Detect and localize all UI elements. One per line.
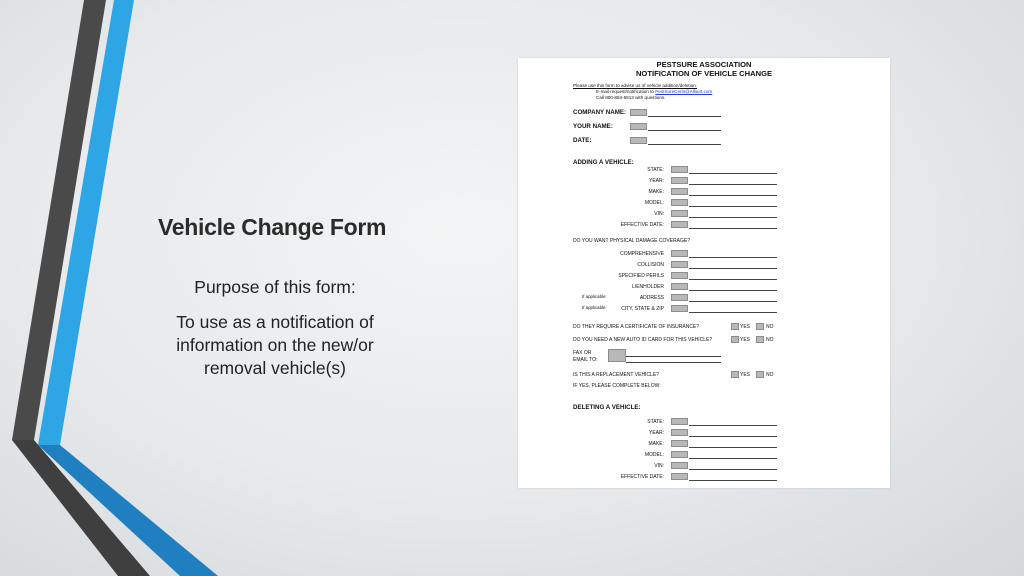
coverage-line [689, 312, 777, 313]
fax-line [626, 356, 721, 357]
deleting-vehicle-field [671, 462, 688, 469]
fax-label: FAX OR [573, 350, 592, 356]
replacement-yes-checkbox [731, 371, 739, 378]
certificate-question: DO THEY REQUIRE A CERTIFICATE OF INSURANCE? [573, 324, 700, 330]
deleting-vehicle-line [689, 458, 777, 459]
purpose-body: To use as a notification of information on the new/or removal vehicle(s) [176, 312, 374, 378]
adding-vehicle-line [689, 184, 777, 185]
form-document-image [518, 58, 890, 488]
certificate-no-label: NO [766, 324, 774, 330]
coverage-label: COMPREHENSIVE [620, 251, 664, 257]
form-instruction-2: E-mail request/notification to PestSureCerts@Alliant.com [596, 89, 713, 94]
deleting-vehicle-field [671, 473, 688, 480]
coverage-field [671, 250, 688, 257]
replacement-question: IS THIS A REPLACEMENT VEHICLE? [573, 372, 659, 378]
replacement-no-checkbox [756, 371, 764, 378]
adding-vehicle-label: ADDING A VEHICLE: [573, 159, 634, 166]
your-name-line [648, 130, 721, 131]
id-card-yes-label: YES [740, 337, 751, 343]
adding-vehicle-label: MAKE: [648, 189, 664, 195]
adding-vehicle-field [671, 210, 688, 217]
company-name-field [630, 109, 647, 116]
deleting-vehicle-label: MODEL: [644, 452, 664, 458]
coverage-label: ADDRESS [639, 295, 664, 301]
coverage-line [689, 268, 777, 269]
deleting-vehicle-label: DELETING A VEHICLE: [573, 404, 641, 411]
deleting-vehicle-label: YEAR: [648, 430, 664, 436]
deleting-vehicle-label: STATE: [647, 419, 664, 425]
certificate-yes-checkbox [731, 323, 739, 330]
coverage-field [671, 294, 688, 301]
coverage-line [689, 301, 777, 302]
if-yes-instruction: IF YES, PLEASE COMPLETE BELOW: [573, 383, 661, 389]
date-line [648, 144, 721, 145]
adding-vehicle-label: MODEL: [644, 200, 664, 206]
adding-vehicle-label: STATE: [647, 167, 664, 173]
deleting-vehicle-line [689, 436, 777, 437]
your-name-field [630, 123, 647, 130]
deleting-vehicle-line [689, 425, 777, 426]
coverage-field [671, 305, 688, 312]
adding-vehicle-field [671, 177, 688, 184]
coverage-field [671, 261, 688, 268]
deleting-vehicle-field [671, 440, 688, 447]
deleting-vehicle-field [671, 451, 688, 458]
coverage-label: SPECIFIED PERILS [618, 273, 664, 279]
id-card-no-label: NO [766, 337, 774, 343]
adding-vehicle-label: VIN: [654, 211, 664, 217]
deleting-vehicle-line [689, 447, 777, 448]
if-applicable-label-2: If applicable: [582, 305, 607, 310]
deleting-vehicle-line [689, 480, 777, 481]
purpose-heading: Purpose of this form: [194, 277, 356, 297]
adding-vehicle-line [689, 217, 777, 218]
if-applicable-label-1: If applicable: [582, 294, 607, 299]
form-title: NOTIFICATION OF VEHICLE CHANGE [635, 69, 773, 78]
form-instruction-3: Call 800-884-5813 with questions. [596, 95, 666, 100]
adding-vehicle-label: YEAR: [648, 178, 664, 184]
id-card-no-checkbox [756, 336, 764, 343]
adding-vehicle-line [689, 228, 777, 229]
slide-title: Vehicle Change Form [158, 214, 387, 240]
certificate-no-checkbox [756, 323, 764, 330]
fax-email-field [608, 349, 626, 362]
adding-vehicle-field [671, 166, 688, 173]
email-line [626, 362, 721, 363]
id-card-question: DO YOU NEED A NEW AUTO ID CARD FOR THIS VEHICLE? [573, 337, 713, 343]
coverage-field [671, 272, 688, 279]
coverage-line [689, 290, 777, 291]
coverage-field [671, 283, 688, 290]
coverage-line [689, 279, 777, 280]
company-name-label: COMPANY NAME: [573, 109, 627, 116]
adding-vehicle-line [689, 173, 777, 174]
coverage-line [689, 257, 777, 258]
form-instruction-1: Please use this form to advise us of vehicle addition/deletion. [573, 83, 698, 88]
adding-vehicle-line [689, 206, 777, 207]
certificate-yes-label: YES [740, 324, 751, 330]
deleting-vehicle-field [671, 429, 688, 436]
id-card-yes-checkbox [731, 336, 739, 343]
deleting-vehicle-label: VIN: [654, 463, 664, 469]
replacement-no-label: NO [766, 372, 774, 378]
coverage-label: CITY, STATE & ZIP [621, 306, 664, 312]
adding-vehicle-field [671, 188, 688, 195]
company-name-line [648, 116, 721, 117]
date-field [630, 137, 647, 144]
deleting-vehicle-label: MAKE: [648, 441, 664, 447]
adding-vehicle-line [689, 195, 777, 196]
adding-vehicle-field [671, 199, 688, 206]
replacement-yes-label: YES [740, 372, 751, 378]
deleting-vehicle-label: EFFECTIVE DATE: [620, 474, 664, 480]
coverage-label: COLLISION [637, 262, 664, 268]
coverage-question: DO YOU WANT PHYSICAL DAMAGE COVERAGE? [573, 238, 690, 244]
coverage-label: LIENHOLDER [632, 284, 664, 290]
date-label: DATE: [573, 137, 592, 144]
adding-vehicle-field [671, 221, 688, 228]
email-link: PestSureCerts@Alliant.com [655, 89, 713, 94]
form-org-name: PESTSURE ASSOCIATION [656, 60, 752, 69]
your-name-label: YOUR NAME: [573, 123, 613, 130]
deleting-vehicle-field [671, 418, 688, 425]
deleting-vehicle-line [689, 469, 777, 470]
adding-vehicle-label: EFFECTIVE DATE: [620, 222, 664, 228]
email-to-label: EMAIL TO: [573, 357, 598, 363]
